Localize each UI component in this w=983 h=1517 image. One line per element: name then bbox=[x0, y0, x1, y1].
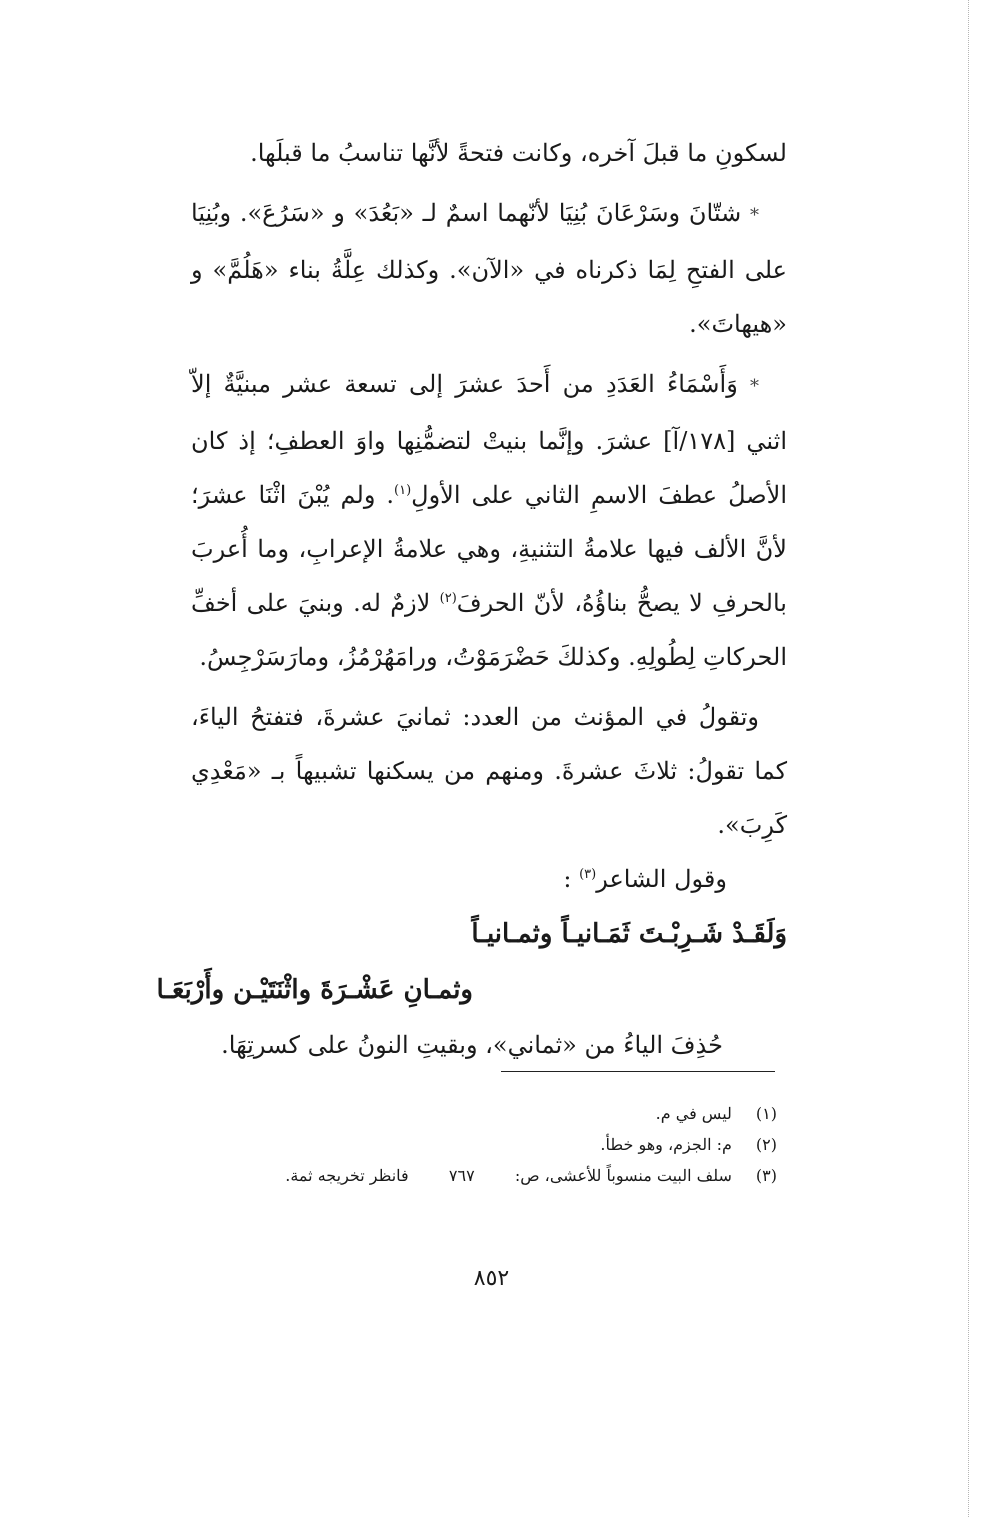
footnote-ref-1[interactable]: (١) bbox=[394, 483, 412, 498]
footnote-1-number: (١) bbox=[755, 1104, 777, 1123]
footnotes bbox=[177, 1098, 777, 1191]
paragraph-1-text: لسكونِ ما قبلَ آخره، وكانت فتحةً لأنَّها تناسبُ ما قبلَها. bbox=[250, 139, 787, 167]
paragraph-3 bbox=[191, 357, 787, 684]
footnote-2 bbox=[177, 1129, 777, 1160]
star-marker: * bbox=[750, 205, 759, 226]
paragraph-3-text-b: . ولم يُبْنَ اثْنَا عشرَ؛ لأنَّ الألف فيها علامةُ التثنيةِ، وهي علامةُ الإعرابِ، وما أُعربَ بالحرفِ لا يصحُّ بناؤُهُ، لأنّ الحرفَ bbox=[191, 481, 787, 617]
footnote-separator bbox=[501, 1071, 775, 1072]
footnote-ref-2[interactable]: (٢) bbox=[439, 591, 457, 606]
footnote-2-text: م: الجزم، وهو خطأ. bbox=[600, 1135, 732, 1154]
star-marker: * bbox=[750, 376, 759, 397]
footnote-1 bbox=[177, 1098, 777, 1129]
poet-intro-colon: : bbox=[563, 865, 572, 893]
paragraph-5 bbox=[191, 1018, 787, 1072]
footnote-3 bbox=[177, 1160, 777, 1191]
paragraph-5-text: حُذِفَ الياءُ من «ثماني»، وبقيتِ النونُ على كسرتِهَا. bbox=[221, 1031, 723, 1059]
paragraph-1 bbox=[191, 126, 787, 180]
paragraph-4 bbox=[191, 690, 787, 852]
paragraph-3-text-a: وَأَسْمَاءُ العَدَدِ من أَحدَ عشرَ إلى تسعة عشر مبنيَّةٌ إلاّ اثني [١٧٨/آ] عشرَ. وإنَّما بنيتْ لتضمُّنِها واوَ العطفِ؛ إذ كان الأصلُ عطفَ الاسمِ الثاني على الأولِ bbox=[191, 370, 787, 509]
paragraph-2 bbox=[191, 186, 787, 351]
verse-line-2: وثمـانِ عَشْـرَةَ واثْنَتَيْـن وأَرْبَعَـا bbox=[156, 975, 473, 1005]
footnote-ref-3[interactable]: (٣) bbox=[579, 867, 597, 882]
main-text bbox=[156, 126, 787, 1072]
verse-line-1: وَلَقَـدْ شَـرِبْـتَ ثَمَـانيـاً وثمـانيـاً bbox=[471, 919, 787, 949]
poet-intro-text: وقول الشاعر bbox=[596, 865, 727, 893]
footnote-3-text: سلف البيت منسوباً للأعشى، ص: bbox=[514, 1166, 732, 1185]
paragraph-2-text: شتّانَ وسَرْعَانَ بُنِيَا لأنّهما اسمٌ لـ «بَعُدَ» و «سَرُعَ». وبُنِيَا على الفتحِ لِمَا ذكرناه في «الآن». وكذلك عِلَّةُ بناء «هَلُمَّ» و «هيهاتَ». bbox=[191, 199, 787, 338]
page-number: ٨٥٢ bbox=[473, 1266, 510, 1291]
footnote-2-number: (٢) bbox=[755, 1135, 777, 1154]
footnote-3-page: ٧٦٧ bbox=[448, 1166, 475, 1185]
paragraph-4-text: وتقولُ في المؤنث من العدد: ثمانيَ عشرةَ، فتفتحُ الياءَ، كما تقولُ: ثلاثَ عشرةَ. ومنهم من يسكنها تشبيهاً بـ «مَعْدِي كَرِبَ». bbox=[191, 703, 787, 839]
footnote-3-tail: فانظر تخريجه ثمة. bbox=[285, 1166, 409, 1185]
paragraph-3-text-c: لازمٌ له. وبنيَ على أخفِّ الحركاتِ لِطُولِهِ. وكذلكَ حَضْرَمَوْتُ، ورامَهُرْمُزُ، ومارَسَرْجِسُ. bbox=[191, 589, 787, 671]
poet-intro bbox=[191, 852, 787, 906]
footnote-3-number: (٣) bbox=[755, 1166, 777, 1185]
footnote-1-text: ليس في م. bbox=[655, 1104, 732, 1123]
